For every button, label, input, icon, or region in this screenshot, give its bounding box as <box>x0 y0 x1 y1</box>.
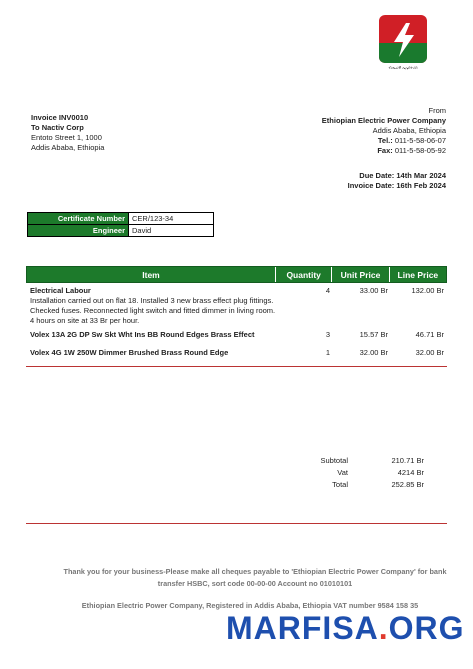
items-table-header <box>26 266 447 283</box>
from-label: From <box>428 106 446 115</box>
customer-address-line1: Entoto Street 1, 1000 <box>31 133 102 142</box>
line-item-quantity: 4 <box>325 286 330 295</box>
watermark-main: MARFISA <box>226 610 379 646</box>
line-item <box>30 330 444 342</box>
line-item-quantity: 1 <box>325 348 330 357</box>
line-item-title: Electrical Labour <box>30 286 91 295</box>
from-block <box>250 106 446 156</box>
line-item-description <box>30 286 280 326</box>
totals-block <box>300 455 430 491</box>
certificate-table <box>27 212 214 237</box>
vat-label: Vat <box>337 468 348 477</box>
line-item-detail: Installation carried out on flat 18. Installed 3 new brass effect plug fittings. Checked fuses. Reconnected light switch and fitted dimmer in living room. 4 hours on site at 33 Br per hour. <box>30 296 276 325</box>
certificate-number-value: CER/123-34 <box>129 213 214 225</box>
line-item-quantity: 3 <box>325 330 330 339</box>
footer-top-rule <box>26 523 447 524</box>
line-item-unit-price: 32.00 Br <box>359 348 388 357</box>
tel-label: Tel.: <box>377 136 393 145</box>
invoice-date: Invoice Date: 16th Feb 2024 <box>347 181 446 190</box>
lightning-bolt-icon <box>392 23 416 57</box>
header-unit-price: Unit Price <box>332 267 389 282</box>
footer-registration: Ethiopian Electric Power Company, Registered in Addis Ababa, Ethiopia VAT number 9584 158 35 <box>81 601 419 610</box>
fax-label: Fax: <box>377 146 393 155</box>
from-company: Ethiopian Electric Power Company <box>321 116 446 125</box>
line-item <box>30 348 444 360</box>
watermark-tld: ORG <box>388 610 465 646</box>
header-item: Item <box>27 267 276 282</box>
invoice-number: Invoice INV0010 <box>31 113 89 122</box>
certificate-number-label: Certificate Number <box>28 213 129 225</box>
line-item-title: Volex 13A 2G DP Sw Skt Wht Ins BB Round Edges Brass Effect <box>30 330 255 339</box>
line-item-unit-price: 33.00 Br <box>359 286 388 295</box>
line-item-line-price: 46.71 Br <box>415 330 444 339</box>
line-item-line-price: 132.00 Br <box>411 286 444 295</box>
engineer-value: David <box>129 225 214 237</box>
watermark-dot: . <box>378 610 389 646</box>
due-date: Due Date: 14th Mar 2024 <box>359 171 446 180</box>
from-city: Addis Ababa, Ethiopia <box>372 126 446 135</box>
footer-payment-note: Thank you for your business-Please make all cheques payable to 'Ethiopian Electric Power Company' for bank transfer HSBC, sort code 00-00-00 Account no 01010101 <box>63 567 447 588</box>
tel-value: 011-5-58-06-07 <box>394 136 446 145</box>
line-item-unit-price: 15.57 Br <box>359 330 388 339</box>
engineer-row <box>28 225 214 237</box>
certificate-row <box>28 213 214 225</box>
line-item-title: Volex 4G 1W 250W Dimmer Brushed Brass Round Edge <box>30 348 229 357</box>
bill-to-block <box>31 113 231 153</box>
engineer-label: Engineer <box>28 225 129 237</box>
header-quantity: Quantity <box>276 267 332 282</box>
from-fax <box>250 146 446 156</box>
items-bottom-rule <box>26 366 447 367</box>
subtotal-label: Subtotal <box>320 456 348 465</box>
line-item-line-price: 32.00 Br <box>415 348 444 357</box>
watermark <box>226 610 466 650</box>
total-value: 252.85 Br <box>391 480 424 489</box>
total-label: Total <box>332 480 348 489</box>
logo-caption: ብሔራዊ ኤሌክትሪክ <box>388 65 418 70</box>
vat-value: 4214 Br <box>397 468 424 477</box>
subtotal-value: 210.71 Br <box>391 456 424 465</box>
logo-badge <box>379 15 427 63</box>
from-tel <box>250 136 446 146</box>
customer-address-line2: Addis Ababa, Ethiopia <box>31 143 105 152</box>
customer-name: To Nactiv Corp <box>31 123 84 132</box>
fax-value: 011-5-58-05-92 <box>394 146 446 155</box>
dates-block <box>250 171 446 191</box>
line-item <box>30 286 444 330</box>
company-logo <box>379 15 427 75</box>
header-line-price: Line Price <box>397 269 439 280</box>
